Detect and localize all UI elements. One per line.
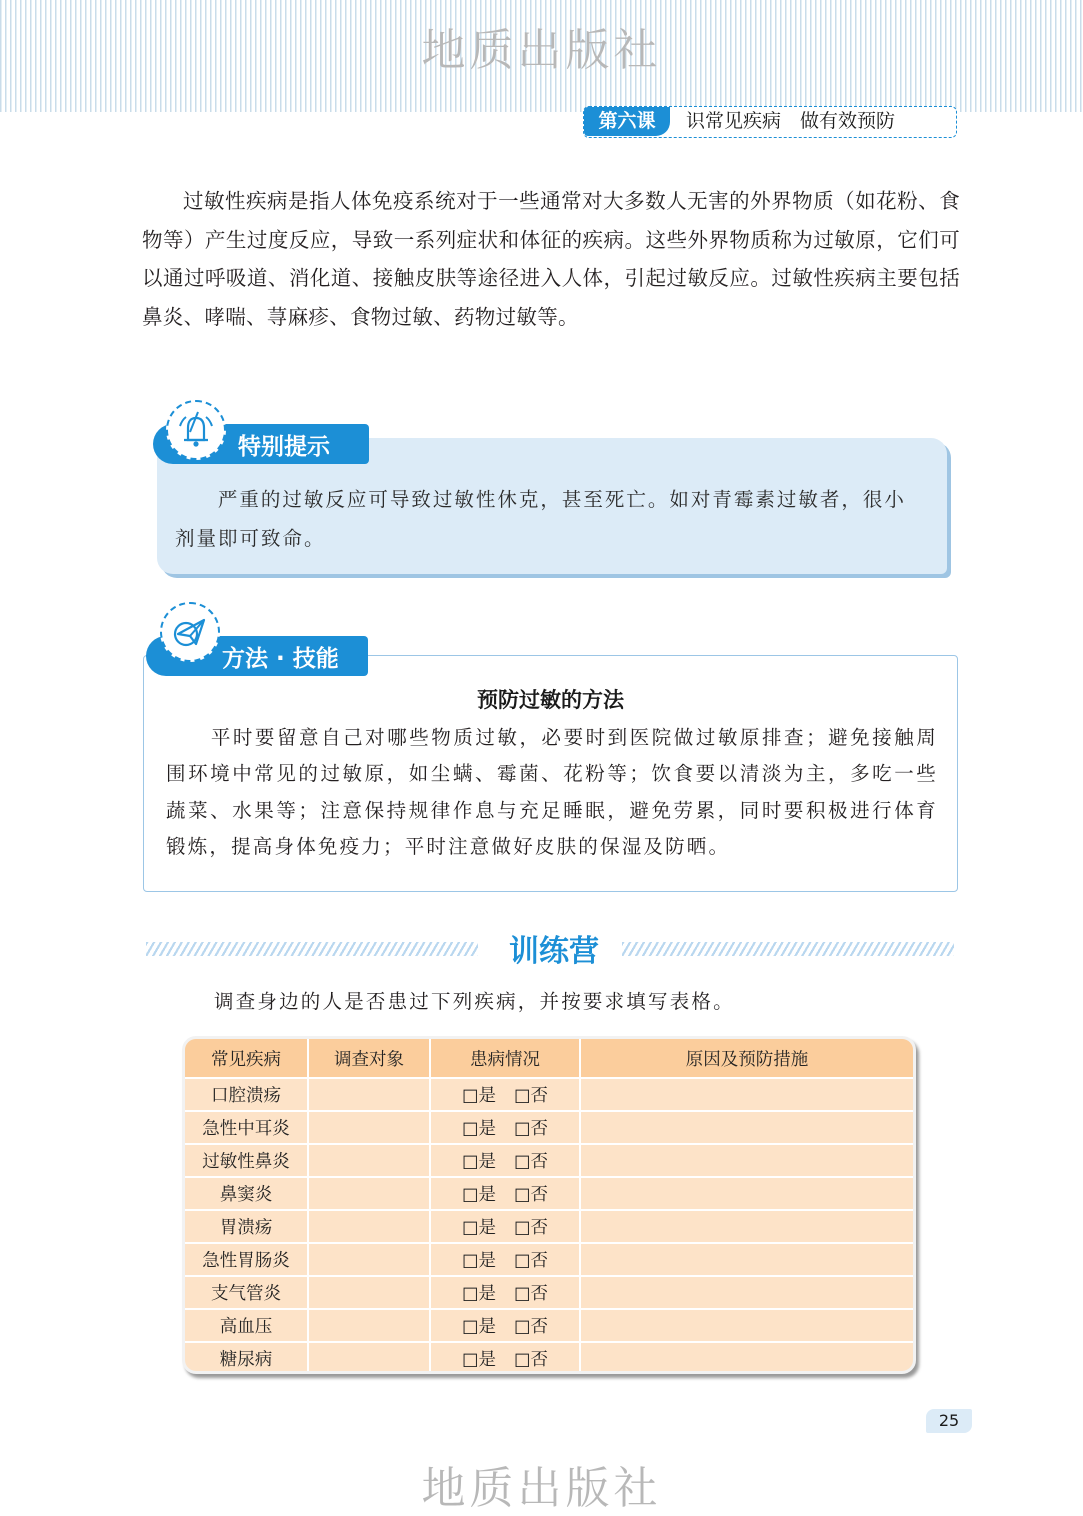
subject-cell[interactable]: [308, 1243, 430, 1276]
subject-cell[interactable]: [308, 1276, 430, 1309]
lesson-badge: 第六课: [584, 107, 670, 136]
yes-checkbox[interactable]: □是: [461, 1119, 496, 1139]
status-cell: [430, 1309, 580, 1342]
status-cell: [430, 1177, 580, 1210]
yes-checkbox[interactable]: □是: [461, 1152, 496, 1172]
measures-cell[interactable]: [580, 1177, 913, 1210]
subject-cell[interactable]: [308, 1309, 430, 1342]
status-cell: [430, 1243, 580, 1276]
header-measures: 原因及预防措施: [580, 1039, 913, 1078]
publisher-watermark-bottom: 地质出版社: [421, 1463, 662, 1514]
measures-cell[interactable]: [580, 1243, 913, 1276]
table-row: [185, 1210, 913, 1243]
table-row: [185, 1342, 913, 1374]
status-cell: [430, 1078, 580, 1111]
publisher-watermark-top: 地质出版社: [421, 25, 662, 76]
table-row: [185, 1111, 913, 1144]
no-checkbox[interactable]: □否: [514, 1152, 549, 1172]
table-row: [185, 1276, 913, 1309]
table-row: [185, 1078, 913, 1111]
paper-plane-icon: [160, 602, 220, 662]
measures-cell[interactable]: [580, 1144, 913, 1177]
status-cell: [430, 1342, 580, 1374]
method-label: 方法 · 技能: [222, 646, 339, 672]
disease-name: 高血压: [185, 1309, 308, 1342]
header-status: 患病情况: [430, 1039, 580, 1078]
training-title: 训练营: [509, 934, 599, 969]
subject-cell[interactable]: [308, 1111, 430, 1144]
table-row: [185, 1144, 913, 1177]
no-checkbox[interactable]: □否: [514, 1350, 549, 1370]
measures-cell[interactable]: [580, 1111, 913, 1144]
bell-icon: [166, 400, 226, 460]
lesson-title: 识常见疾病 做有效预防: [686, 110, 896, 132]
subject-cell[interactable]: [308, 1078, 430, 1111]
intro-paragraph: 过敏性疾病是指人体免疫系统对于一些通常对大多数人无害的外界物质（如花粉、食物等）产生过度反应，导致一系列症状和体征的疾病。这些外界物质称为过敏原，它们可以通过呼吸道、消化道、接触皮肤等途径进入人体，引起过敏反应。过敏性疾病主要包括鼻炎、哮喘、荨麻疹、食物过敏、药物过敏等。: [142, 189, 960, 329]
no-checkbox[interactable]: □否: [514, 1086, 549, 1106]
lesson-header: [583, 106, 957, 138]
yes-checkbox[interactable]: □是: [461, 1350, 496, 1370]
no-checkbox[interactable]: □否: [514, 1317, 549, 1337]
disease-name: 急性胃肠炎: [185, 1243, 308, 1276]
survey-table-container: [182, 1036, 916, 1374]
measures-cell[interactable]: [580, 1342, 913, 1374]
header-disease: 常见疾病: [185, 1039, 308, 1078]
training-instruction: 调查身边的人是否患过下列疾病，并按要求填写表格。: [214, 990, 735, 1013]
disease-name: 口腔溃疡: [185, 1078, 308, 1111]
no-checkbox[interactable]: □否: [514, 1251, 549, 1271]
measures-cell[interactable]: [580, 1078, 913, 1111]
disease-name: 急性中耳炎: [185, 1111, 308, 1144]
method-title: 预防过敏的方法: [477, 687, 624, 712]
yes-checkbox[interactable]: □是: [461, 1284, 496, 1304]
measures-cell[interactable]: [580, 1309, 913, 1342]
section-divider-left: [146, 942, 478, 956]
disease-name: 胃溃疡: [185, 1210, 308, 1243]
section-divider-right: [622, 942, 954, 956]
no-checkbox[interactable]: □否: [514, 1119, 549, 1139]
method-text: 平时要留意自己对哪些物质过敏，必要时到医院做过敏原排查；避免接触周围环境中常见的过敏原，如尘螨、霉菌、花粉等；饮食要以清淡为主，多吃一些蔬菜、水果等；注意保持规律作息与充足睡眠，避免劳累，同时要积极进行体育锻炼，提高身体免疫力；平时注意做好皮肤的保湿及防晒。: [166, 726, 938, 858]
yes-checkbox[interactable]: □是: [461, 1086, 496, 1106]
tip-label: 特别提示: [238, 434, 330, 460]
no-checkbox[interactable]: □否: [514, 1218, 549, 1238]
no-checkbox[interactable]: □否: [514, 1284, 549, 1304]
header-subject: 调查对象: [308, 1039, 430, 1078]
measures-cell[interactable]: [580, 1210, 913, 1243]
table-row: [185, 1177, 913, 1210]
yes-checkbox[interactable]: □是: [461, 1218, 496, 1238]
yes-checkbox[interactable]: □是: [461, 1317, 496, 1337]
subject-cell[interactable]: [308, 1144, 430, 1177]
status-cell: [430, 1276, 580, 1309]
subject-cell[interactable]: [308, 1210, 430, 1243]
status-cell: [430, 1210, 580, 1243]
subject-cell[interactable]: [308, 1342, 430, 1374]
disease-name: 支气管炎: [185, 1276, 308, 1309]
disease-name: 鼻窦炎: [185, 1177, 308, 1210]
yes-checkbox[interactable]: □是: [461, 1185, 496, 1205]
tip-text: 严重的过敏反应可导致过敏性休克，甚至死亡。如对青霉素过敏者，很小剂量即可致命。: [175, 488, 906, 550]
disease-name: 过敏性鼻炎: [185, 1144, 308, 1177]
table-header-row: [185, 1039, 913, 1078]
status-cell: [430, 1144, 580, 1177]
subject-cell[interactable]: [308, 1177, 430, 1210]
table-row: [185, 1309, 913, 1342]
page-number: 25: [926, 1409, 972, 1433]
measures-cell[interactable]: [580, 1276, 913, 1309]
table-row: [185, 1243, 913, 1276]
yes-checkbox[interactable]: □是: [461, 1251, 496, 1271]
survey-table: [185, 1039, 913, 1374]
disease-name: 糖尿病: [185, 1342, 308, 1374]
no-checkbox[interactable]: □否: [514, 1185, 549, 1205]
status-cell: [430, 1111, 580, 1144]
